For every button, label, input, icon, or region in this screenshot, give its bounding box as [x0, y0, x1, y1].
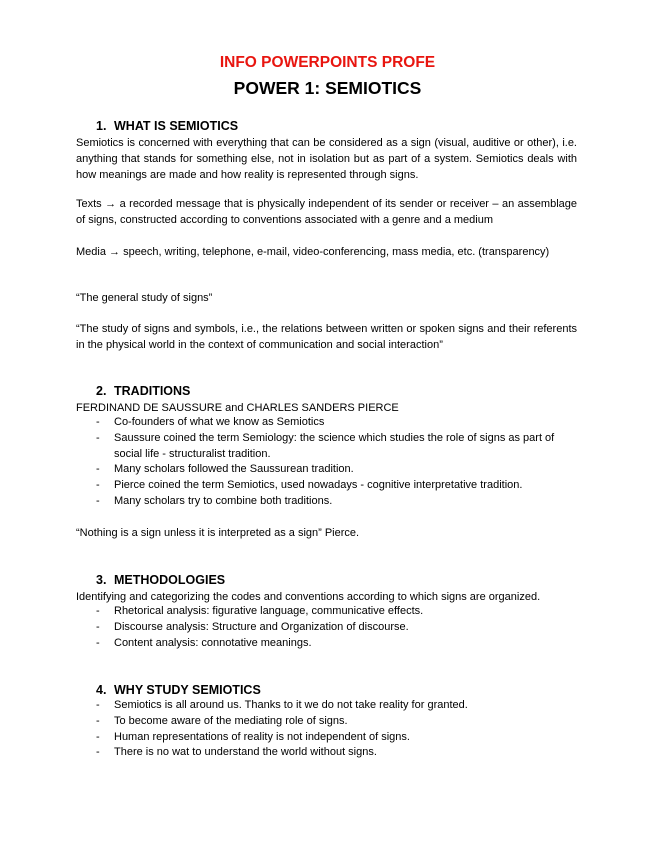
document-title: INFO POWERPOINTS PROFE — [219, 54, 436, 71]
section-title: WHAT IS SEMIOTICS — [114, 119, 239, 133]
bullet-dash: - — [96, 620, 100, 633]
bullet-dash: - — [96, 730, 100, 743]
list-item-text: Pierce coined the term Semiotics, used nowadays - cognitive interpretative tradition. — [114, 479, 523, 492]
bullet-dash: - — [96, 746, 100, 759]
bullet-dash: - — [96, 416, 100, 428]
list-item — [76, 462, 577, 478]
list-item — [76, 478, 577, 494]
list-item — [76, 698, 577, 714]
bullet-dash: - — [96, 714, 100, 727]
section-title: WHY STUDY SEMIOTICS — [114, 683, 261, 697]
list-item-text: Semiotics is all around us. Thanks to it we do not take reality for granted. — [114, 699, 468, 711]
list-item-text: There is no wat to understand the world without signs. — [114, 746, 377, 759]
bullet-dash: - — [96, 699, 100, 711]
section-title: TRADITIONS — [114, 384, 191, 398]
list-item — [76, 745, 577, 761]
list-item — [76, 636, 577, 652]
list-item-text: Discourse analysis: Structure and Organization of discourse. — [114, 620, 409, 633]
list-item-text: Many scholars try to combine both traditions. — [114, 494, 333, 507]
bullet-dash: - — [96, 479, 100, 492]
list-item-text: To become aware of the mediating role of signs. — [114, 714, 348, 727]
section-title: METHODOLOGIES — [114, 573, 226, 587]
bullet-dash: - — [96, 431, 100, 444]
bullet-dash: - — [96, 494, 100, 507]
list-item-text: Human representations of reality is not independent of signs. — [114, 730, 410, 743]
list-item — [76, 604, 577, 620]
list-item — [76, 714, 577, 730]
list-item-text: Rhetorical analysis: figurative language, communicative effects. — [114, 605, 424, 617]
quote: “The general study of signs” — [76, 292, 213, 304]
paragraph: Texts → a recorded message that is physically independent of its sender or receiver – an assemblage of signs, constructed according to conventions associated with a genre and a medium — [76, 198, 577, 226]
list-item-text: Co-founders of what we know as Semiotics — [114, 416, 325, 428]
paragraph: FERDINAND DE SAUSSURE and CHARLES SANDERS PIERCE — [76, 402, 399, 414]
bullet-list — [76, 698, 577, 761]
list-item — [76, 620, 577, 636]
bullet-dash: - — [96, 636, 100, 649]
quote: “Nothing is a sign unless it is interpreted as a sign” Pierce. — [76, 527, 360, 539]
list-item — [76, 415, 577, 431]
paragraph: Semiotics is concerned with everything that can be considered as a sign (visual, auditive or other), i.e. anything that stands for something else, not in isolation but as part of a system. Semiotics deals with how meanings are made and how reality is represented through signs. — [76, 137, 577, 181]
list-item-text: Saussure coined the term Semiology: the science which studies the role of signs as part of social life - structuralist tradition. — [114, 431, 555, 460]
section-number: 2. — [96, 384, 107, 398]
section-number: 4. — [96, 683, 107, 697]
bullet-list — [76, 415, 577, 510]
bullet-dash: - — [96, 463, 100, 476]
bullet-list — [76, 604, 577, 651]
list-item-text: Content analysis: connotative meanings. — [114, 636, 312, 649]
list-item — [76, 431, 577, 463]
section-number: 1. — [96, 119, 107, 133]
quote: “The study of signs and symbols, i.e., the relations between written or spoken signs and their referents in the physical world in the context of communication and social interaction” — [76, 323, 577, 351]
list-item-text: Many scholars followed the Saussurean tradition. — [114, 463, 354, 476]
list-item — [76, 730, 577, 746]
paragraph: Media → speech, writing, telephone, e-mail, video-conferencing, mass media, etc. (transparency) — [76, 246, 550, 258]
paragraph: Identifying and categorizing the codes and conventions according to which signs are organized. — [76, 591, 541, 603]
document-subtitle: POWER 1: SEMIOTICS — [233, 78, 422, 98]
section-number: 3. — [96, 573, 107, 587]
bullet-dash: - — [96, 605, 100, 617]
list-item — [76, 494, 577, 510]
